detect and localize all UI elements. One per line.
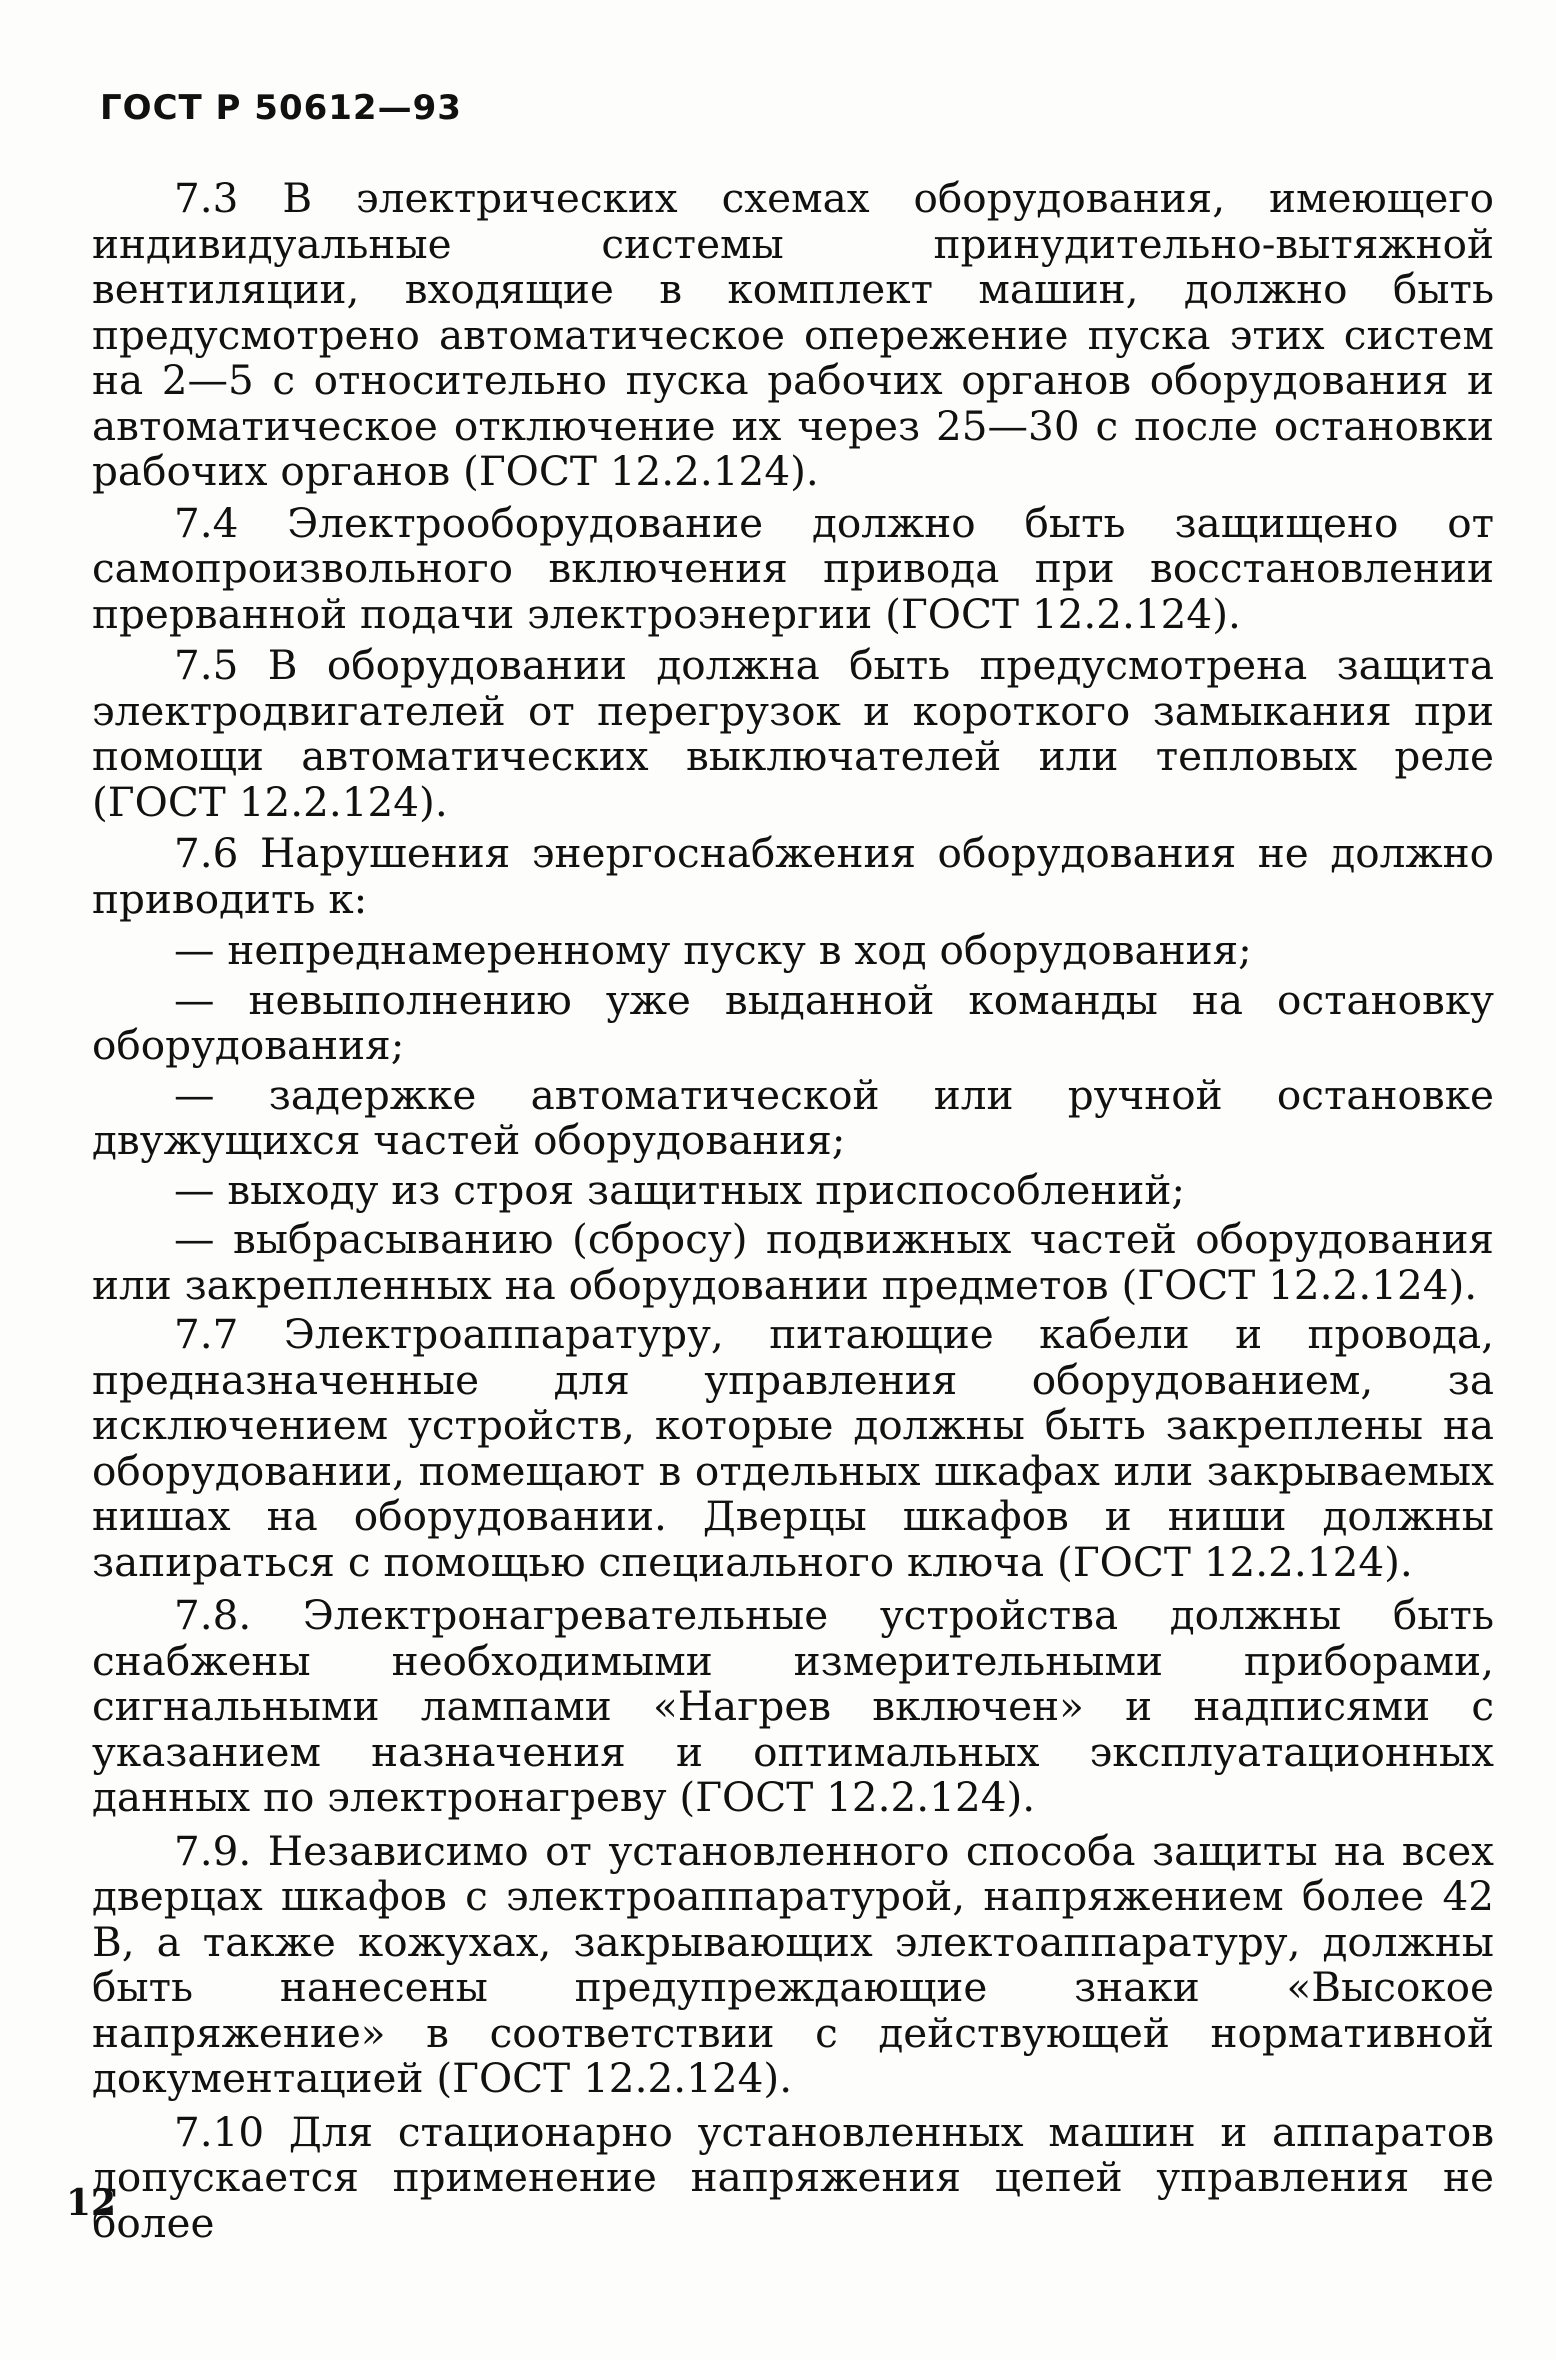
list-item: — выбрасыванию (сбросу) подвижных частей оборудования или закрепленных на оборудовании предметов (ГОСТ 12.2.124). — [92, 1215, 1494, 1309]
paragraph-7-4: 7.4 Электрооборудование должно быть защищено от самопроизвольного включения привода при восстановлении прерванной подачи электроэнергии (ГОСТ 12.2.124). — [92, 498, 1494, 638]
page-number: 12 — [66, 2182, 117, 2224]
list-item: — задержке автоматической или ручной остановке двужущихся частей оборудования; — [92, 1070, 1494, 1164]
paragraph-7-5: 7.5 В оборудовании должна быть предусмотрена защита электродвигателей от перегрузок и короткого замыкания при помощи автоматических выключателей или тепловых реле (ГОСТ 12.2.124). — [92, 641, 1494, 826]
list-item: — невыполнению уже выданной команды на остановку оборудования; — [92, 975, 1494, 1069]
paragraph-7-8: 7.8. Электронагревательные устройства должны быть снабжены необходимыми измерительными приборами, сигнальными лампами «Нагрев включен» и надписями с указанием назначения и оптимальных эксплуатационных данных по электронагреву (ГОСТ 12.2.124). — [92, 1591, 1494, 1821]
paragraph-7-3: 7.3 В электрических схемах оборудования, имеющего индивидуальные системы принудительно-вытяжной вентиляции, входящие в комплект машин, должно быть предусмотрено автоматическое опережение пуска этих систем на 2—5 с относительно пуска рабочих органов оборудования и автоматическое отключение их через 25—30 с после остановки рабочих органов (ГОСТ 12.2.124). — [92, 174, 1494, 495]
document-body — [92, 176, 1494, 2252]
paragraph-7-9: 7.9. Независимо от установленного способа защиты на всех дверцах шкафов с электроаппаратурой, напряжением более 42 В, а также кожухах, закрывающих электоаппаратуру, должны быть нанесены предупреждающие знаки «Высокое напряжение» в соответствии с действующей нормативной документацией (ГОСТ 12.2.124). — [92, 1826, 1494, 2102]
paragraph-7-6: 7.6 Нарушения энергоснабжения оборудования не должно приводить к: — [92, 829, 1494, 923]
paragraph-7-10: 7.10 Для стационарно установленных машин и аппаратов допускается применение напряжения цепей управления не более — [92, 2107, 1494, 2247]
list-item: — непреднамеренному пуску в ход оборудования; — [174, 926, 1252, 974]
list-item: — выходу из строя защитных приспособлений; — [174, 1165, 1186, 1214]
document-header: ГОСТ Р 50612—93 — [100, 88, 462, 128]
paragraph-7-7: 7.7 Электроаппаратуру, питающие кабели и провода, предназначенные для управления оборудованием, за исключением устройств, которые должны быть закреплены на оборудовании, помещают в отдельных шкафах или закрываемых нишах на оборудовании. Дверцы шкафов и ниши должны запираться с помощью специального ключа (ГОСТ 12.2.124). — [92, 1310, 1494, 1586]
